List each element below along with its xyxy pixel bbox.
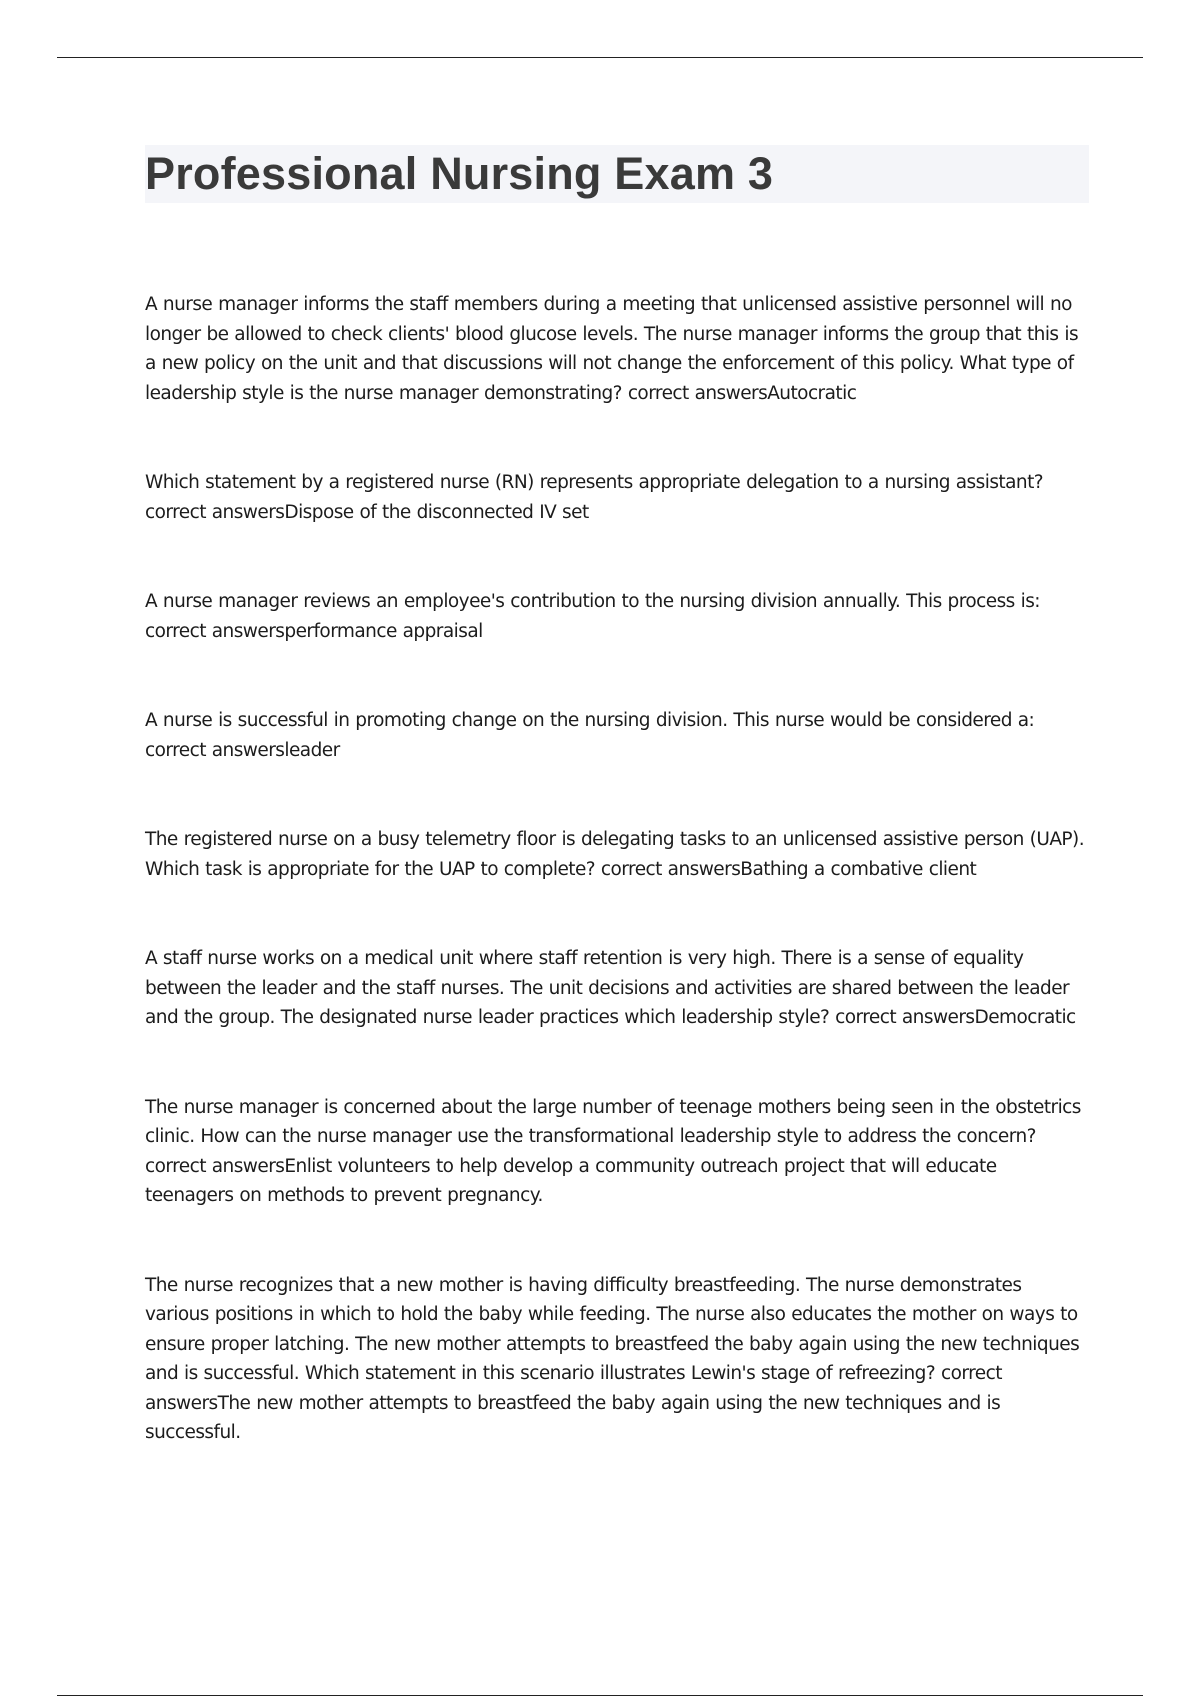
question-text: The nurse manager is concerned about the large number of teenage mothers being seen in the obstetrics clinic. How can the nurse manager use the transformational leadership style to address the concern? [145,1096,1081,1147]
answer-text: Democratic [974,1007,1076,1028]
answer-prefix: correct answers [145,501,285,523]
page-title: Professional Nursing Exam 3 [145,148,774,199]
answer-text: leader [284,739,340,761]
qa-item [145,825,1090,884]
question-text: A nurse manager reviews an employee's contribution to the nursing division annually. This process is: [145,591,1040,612]
question-text: A nurse is successful in promoting change on the nursing division. This nurse would be considered a: [145,710,1035,731]
bottom-rule [57,1695,1143,1696]
qa-item [145,944,1090,1033]
answer-text: Bathing a combative client [740,858,977,880]
answer-prefix: correct answers [627,382,768,404]
question-text: The nurse recognizes that a new mother is having difficulty breastfeeding. The nurse demonstrates various positions in which to hold the baby while feeding. The nurse also educates the mother on ways to ensure proper latching. The new mother attempts to breastfeed the baby again using the new techniques and is successful. Which statement in this scenario illustrates Lewin's stage of refreezing? [145,1274,1080,1384]
qa-item [145,706,1090,765]
qa-item [145,1271,1090,1448]
answer-prefix: correct answers [145,1155,285,1177]
answer-prefix: correct answers [145,739,285,761]
question-text: A staff nurse works on a medical unit where staff retention is very high. There is a sense of equality between the leader and the staff nurses. The unit decisions and activities are shared between the leader and the group. The designated nurse leader practices which leadership style? [145,948,1070,1028]
top-rule [57,57,1143,58]
question-text: Which statement by a registered nurse (RN) represents appropriate delegation to a nursing assistant? [145,472,1044,493]
answer-prefix: correct answers [145,1363,1002,1414]
question-text: The registered nurse on a busy telemetry floor is delegating tasks to an unlicensed assistive person (UAP). Which task is appropriate for the UAP to complete? [145,829,1085,880]
answer-text: Dispose of the disconnected IV set [284,501,589,523]
qa-item [145,468,1090,527]
question-text: A nurse manager informs the staff members during a meeting that unlicensed assistive personnel will no longer be allowed to check clients' blood glucose levels. The nurse manager informs the group that this is a new policy on the unit and that discussions will not change the enforcement of this policy. What type of leadership style is the nurse manager demonstrating? [145,294,1079,404]
answer-prefix: correct answers [145,620,285,642]
answer-text: Enlist volunteers to help develop a community outreach project that will educate teenagers on methods to prevent pregnancy. [145,1155,997,1206]
qa-item [145,290,1090,408]
qa-item [145,1093,1090,1211]
qa-item [145,587,1090,646]
answer-text: Autocratic [767,382,857,404]
answer-text: performance appraisal [284,620,483,642]
answer-text: The new mother attempts to breastfeed the baby again using the new techniques and is successful. [145,1392,1001,1443]
answer-prefix: correct answers [600,858,741,880]
question-list [145,290,1090,1508]
answer-prefix: correct answers [835,1007,975,1028]
